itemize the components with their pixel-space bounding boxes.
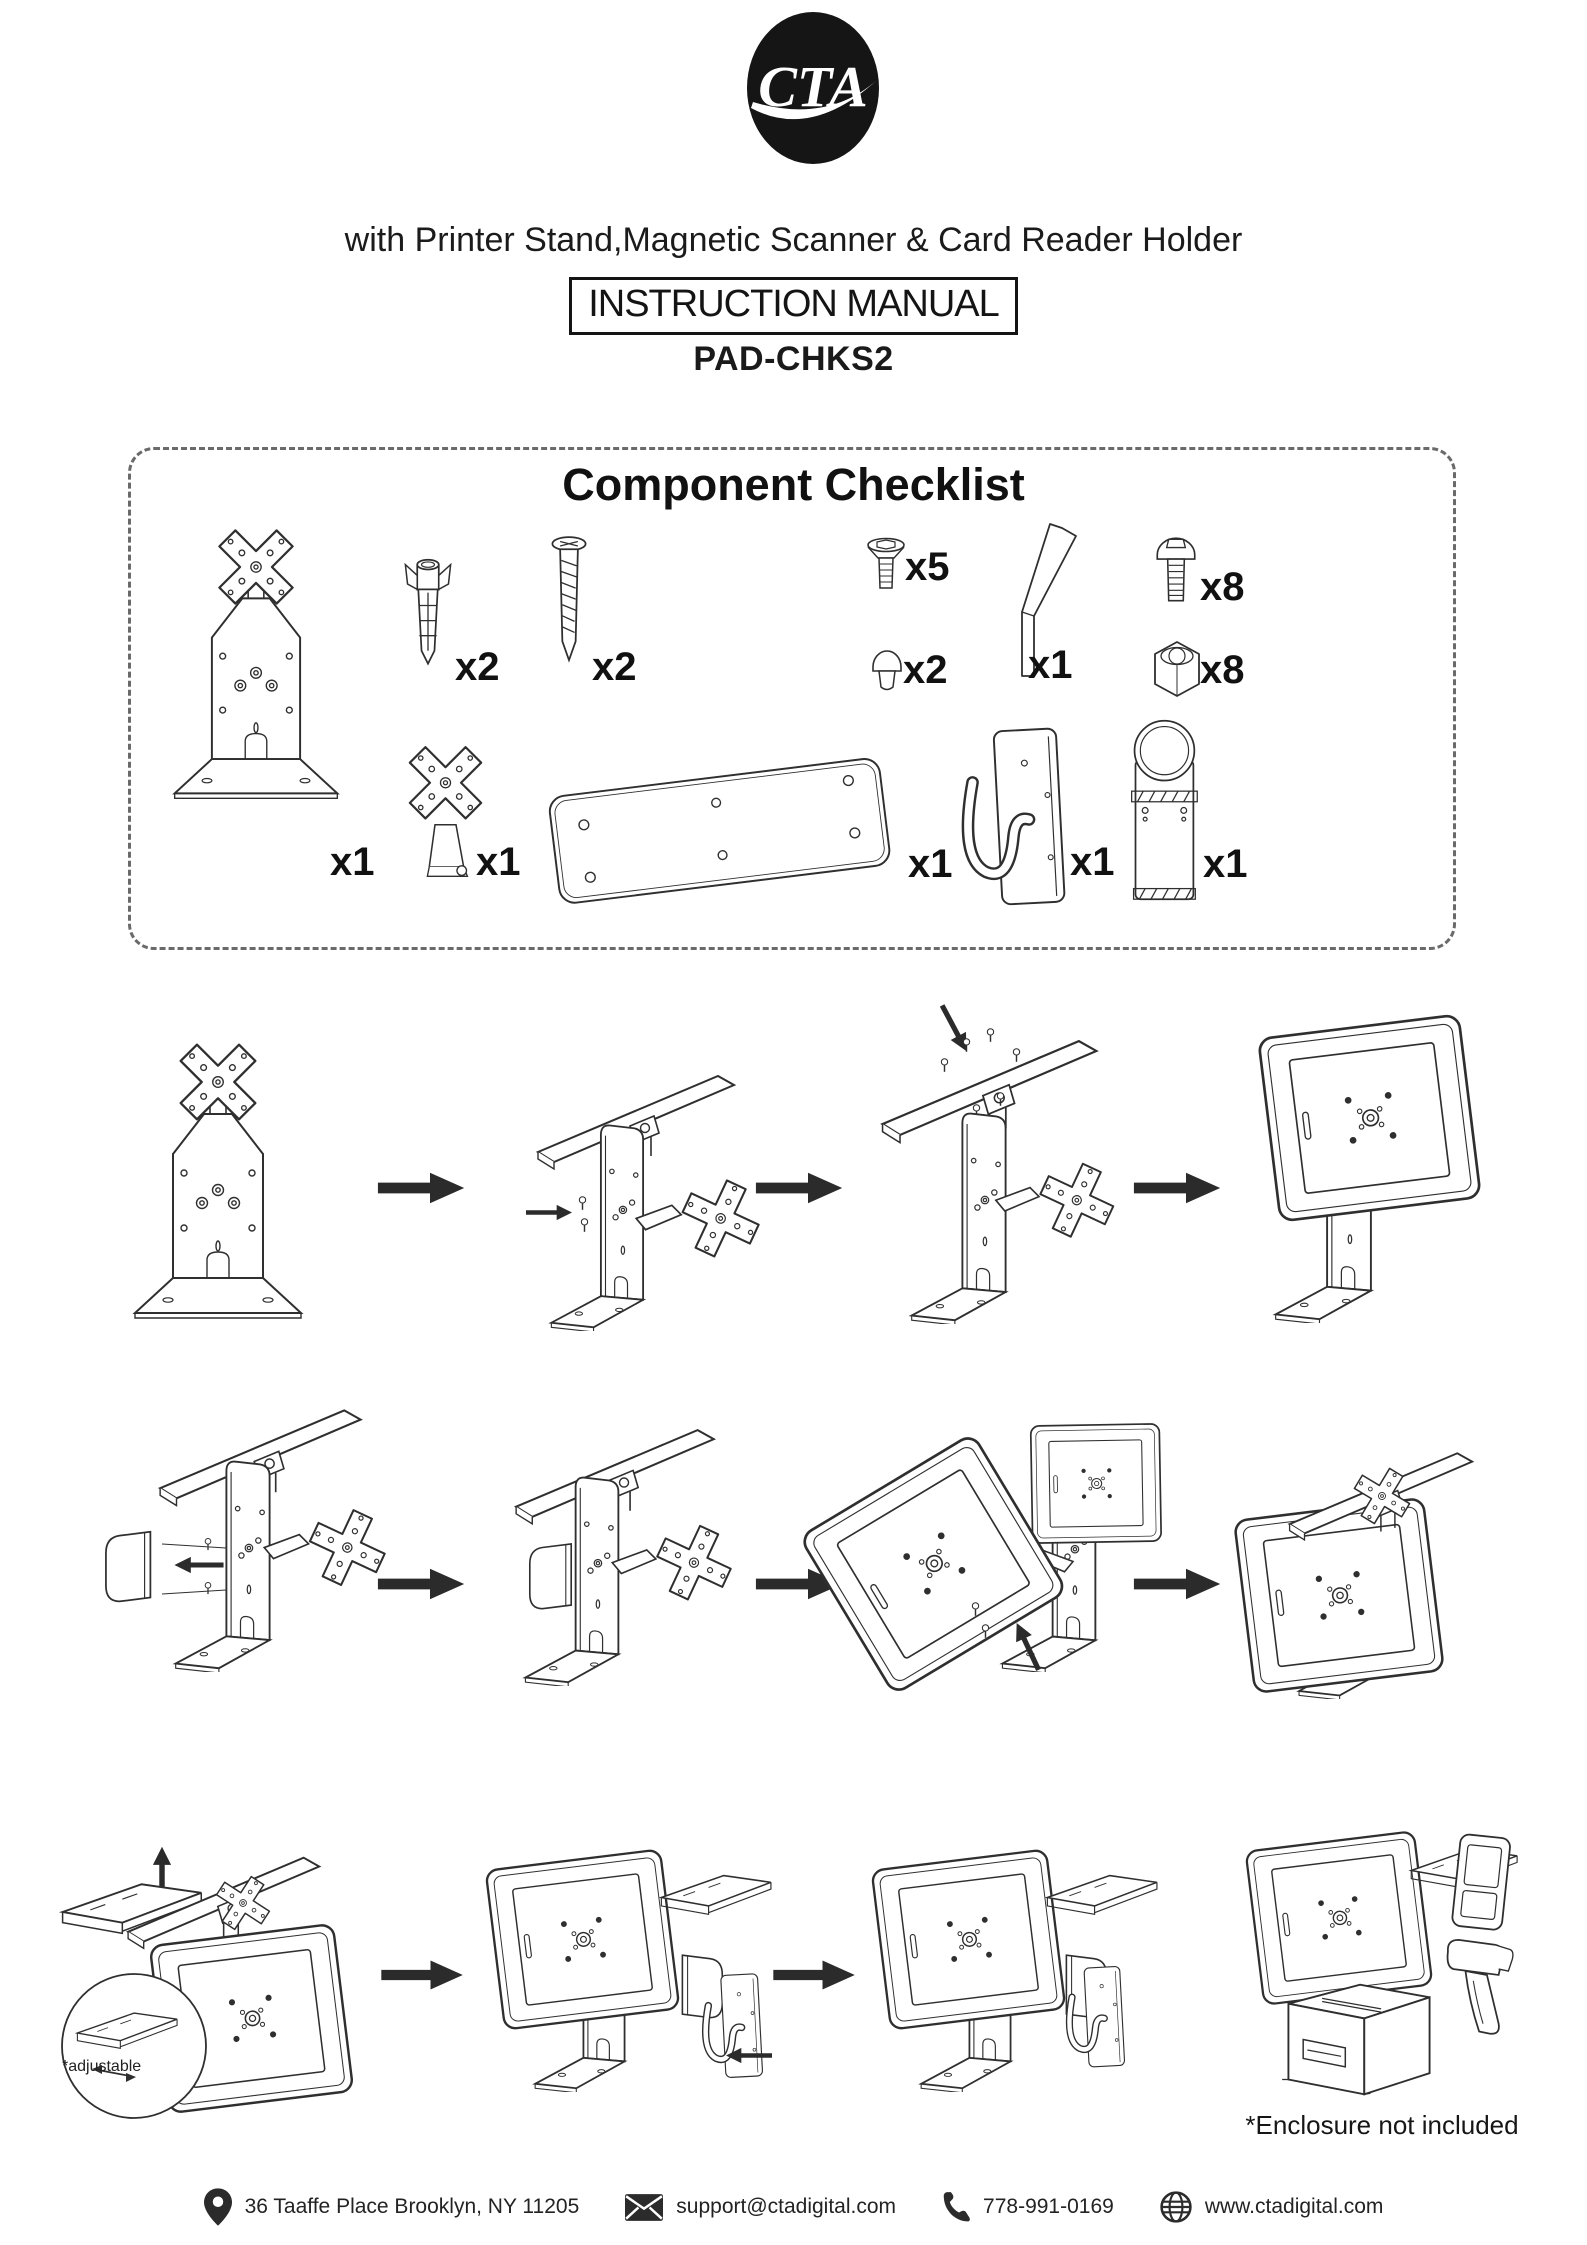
footer-phone-group xyxy=(942,2191,1114,2223)
button-bolt-icon xyxy=(1152,532,1200,609)
qty-label-stand: x1 xyxy=(330,840,375,884)
adjustable-note: *adjustable xyxy=(62,2058,142,2075)
step-2-2-illustration xyxy=(460,1418,752,1720)
flat-head-screw-icon xyxy=(866,536,906,598)
step-1-2-illustration xyxy=(516,1064,766,1332)
step-2-3-illustration xyxy=(822,1412,1178,1704)
qty-label-flat-screw: x5 xyxy=(905,545,950,589)
qty-label-scanner-bracket: x1 xyxy=(1203,842,1248,886)
qty-label-allen-key: x1 xyxy=(1028,643,1073,687)
qty-label-nut: x8 xyxy=(1200,648,1245,692)
step-1-3-illustration xyxy=(846,998,1126,1323)
step-3-4-illustration xyxy=(1228,1824,1536,2112)
component-checklist-title: Component Checklist xyxy=(562,459,1025,510)
qty-label-cap: x2 xyxy=(903,648,948,692)
phone-icon xyxy=(942,2191,970,2223)
printer-plate-illustration xyxy=(528,738,910,914)
arrow-right-icon xyxy=(376,1170,466,1206)
step-2-4-illustration xyxy=(1192,1448,1510,1716)
cta-logo-icon xyxy=(745,10,881,166)
page-title: with Printer Stand,Magnetic Scanner & Card Reader Holder xyxy=(344,221,1243,259)
enclosure-note: *Enclosure not included xyxy=(1245,2110,1519,2140)
footer-website: www.ctadigital.com xyxy=(1204,2195,1384,2218)
globe-icon xyxy=(1160,2191,1192,2223)
qty-label-screw: x2 xyxy=(592,645,637,689)
footer-website-group xyxy=(1160,2191,1384,2223)
step-1-4-illustration xyxy=(1204,1006,1504,1326)
model-number: PAD-CHKS2 xyxy=(693,340,894,378)
footer-email-group xyxy=(625,2194,896,2221)
arrow-right-icon xyxy=(770,1958,858,1992)
qty-label-vesa-arm: x1 xyxy=(476,840,521,884)
qty-label-anchor: x2 xyxy=(455,645,500,689)
step-2-1-illustration xyxy=(96,1398,396,1720)
adjustable-inset-circle xyxy=(62,1974,206,2118)
footer xyxy=(0,2178,1587,2236)
stand-base-illustration xyxy=(158,518,354,812)
cta-logo xyxy=(745,10,881,166)
envelope-icon xyxy=(625,2194,663,2221)
footer-email: support@ctadigital.com xyxy=(676,2195,897,2218)
card-reader-holder-illustration xyxy=(955,722,1067,912)
footer-address: 36 Taaffe Place Brooklyn, NY 11205 xyxy=(244,2195,580,2218)
rubber-cap-icon xyxy=(870,646,904,692)
arrow-right-icon xyxy=(754,1170,844,1206)
wood-screw-icon xyxy=(549,536,589,669)
arrow-right-icon xyxy=(378,1958,466,1992)
step-1-1-illustration xyxy=(118,1032,318,1332)
scanner-holder-illustration xyxy=(1122,710,1204,908)
step-3-3-illustration xyxy=(852,1842,1158,2110)
qty-label-bolt: x8 xyxy=(1200,565,1245,609)
qty-label-plate: x1 xyxy=(908,842,953,886)
location-pin-icon xyxy=(204,2188,232,2226)
footer-phone: 778-991-0169 xyxy=(983,2195,1114,2218)
svg-text:CTA: CTA xyxy=(758,54,868,119)
footer-address-group xyxy=(204,2188,580,2226)
hex-nut-icon xyxy=(1152,640,1202,698)
wall-anchor-icon xyxy=(404,556,452,668)
arrow-right-icon xyxy=(376,1566,466,1602)
step-3-2-illustration xyxy=(462,1842,774,2110)
instruction-manual-label: INSTRUCTION MANUAL xyxy=(569,277,1018,335)
manual-box-row xyxy=(0,277,1587,335)
qty-label-hook: x1 xyxy=(1070,840,1115,884)
